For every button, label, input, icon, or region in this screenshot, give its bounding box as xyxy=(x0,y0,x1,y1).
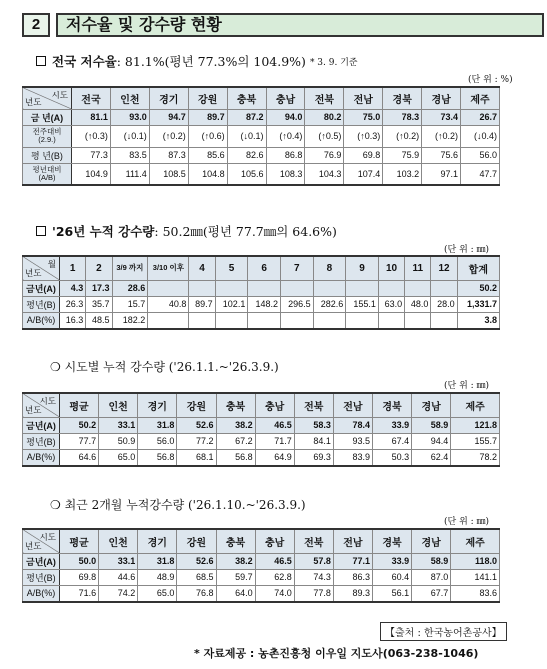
table-cell: 78.4 xyxy=(333,417,372,433)
column-header: 경북 xyxy=(373,529,412,553)
table-cell: 50.0 xyxy=(60,553,99,569)
recent-table xyxy=(22,528,500,603)
storage-label: 전국 저수율 xyxy=(52,54,117,69)
corner-top-label: 시도 xyxy=(39,532,56,542)
corner-header xyxy=(23,87,72,109)
row-label-line2: (A/B) xyxy=(38,172,56,182)
row-label-text: 평 년(B) xyxy=(31,150,63,161)
table-cell: 87.3 xyxy=(149,147,188,163)
table-cell: (↑0.3) xyxy=(344,125,383,147)
corner-bottom-label: 년도 xyxy=(25,267,42,278)
table-cell: 15.7 xyxy=(112,296,148,312)
row-label xyxy=(23,280,60,296)
table-cell: 26.7 xyxy=(461,109,500,125)
table-cell: 93.5 xyxy=(333,433,372,449)
table-cell xyxy=(148,280,189,296)
corner-bottom-label: 년도 xyxy=(25,404,42,415)
table-cell xyxy=(148,312,189,329)
table-cell: 93.0 xyxy=(110,109,149,125)
provider-note: * 자료제공 : 농촌진흥청 이우일 지도사(063-238-1046) xyxy=(194,647,479,660)
table-cell: 60.4 xyxy=(373,569,412,585)
table-cell: 75.6 xyxy=(422,147,461,163)
table-cell: 33.9 xyxy=(373,417,412,433)
row-label-text: 금 년(A) xyxy=(30,112,64,123)
column-header: 제주 xyxy=(451,393,500,417)
checkbox-square-icon xyxy=(36,56,46,66)
table-cell: 111.4 xyxy=(110,163,149,185)
column-header: 8 xyxy=(313,256,346,280)
table-cell: 28.0 xyxy=(431,296,457,312)
table-cell: 75.9 xyxy=(383,147,422,163)
table-cell: 44.6 xyxy=(99,569,138,585)
table-cell: 33.1 xyxy=(99,553,138,569)
table-cell: 77.1 xyxy=(333,553,372,569)
table-cell: 89.3 xyxy=(333,585,372,602)
table-cell: 52.6 xyxy=(177,553,216,569)
table-cell: 28.6 xyxy=(112,280,148,296)
table-cell: 67.2 xyxy=(216,433,255,449)
table-cell: 50.2 xyxy=(457,280,499,296)
table-cell: 89.7 xyxy=(189,296,215,312)
table-cell: 118.0 xyxy=(451,553,500,569)
corner-top-label: 월 xyxy=(47,259,56,269)
table-cell xyxy=(431,312,457,329)
table-cell: (↑0.5) xyxy=(305,125,344,147)
table-cell: 86.8 xyxy=(266,147,305,163)
table-cell: 104.9 xyxy=(72,163,111,185)
row-label xyxy=(23,433,60,449)
column-header: 전남 xyxy=(344,87,383,109)
table-cell: 17.3 xyxy=(86,280,112,296)
column-header: 제주 xyxy=(461,87,500,109)
table-cell: 31.8 xyxy=(138,417,177,433)
row-label-text: A/B(%) xyxy=(26,588,56,598)
column-header: 전국 xyxy=(72,87,111,109)
rainfall-unit: (단 위 : ㎜) xyxy=(444,245,490,255)
table-row xyxy=(23,449,500,466)
row-label xyxy=(23,553,60,569)
column-header: 5 xyxy=(215,256,248,280)
checkbox-square-icon xyxy=(36,226,46,236)
table-cell: 4.3 xyxy=(60,280,86,296)
row-label-text: 금년(A) xyxy=(26,556,56,567)
table-cell: (↓0.4) xyxy=(461,125,500,147)
corner-header xyxy=(23,393,60,417)
row-label-text: A/B(%) xyxy=(26,452,56,462)
table-cell xyxy=(215,312,248,329)
table-cell: 31.8 xyxy=(138,553,177,569)
table-cell: 78.2 xyxy=(451,449,500,466)
table-row xyxy=(23,163,500,185)
table-cell: 50.2 xyxy=(60,417,99,433)
table-cell: 52.6 xyxy=(177,417,216,433)
column-header: 강원 xyxy=(177,529,216,553)
table-cell: 86.3 xyxy=(333,569,372,585)
table-cell: 69.8 xyxy=(344,147,383,163)
table-cell: 63.0 xyxy=(378,296,404,312)
corner-bottom-label: 년도 xyxy=(25,96,42,107)
column-header: 9 xyxy=(346,256,379,280)
column-header: 전남 xyxy=(333,529,372,553)
table-cell xyxy=(405,280,431,296)
table-cell: 56.0 xyxy=(138,433,177,449)
table-cell: 121.8 xyxy=(451,417,500,433)
row-label-line1: 전주대비 xyxy=(32,127,62,136)
table-cell: 78.3 xyxy=(383,109,422,125)
table-cell: 38.2 xyxy=(216,553,255,569)
row-label-text: 평년(B) xyxy=(26,299,56,310)
table-cell: 46.5 xyxy=(255,553,294,569)
table-cell: 69.3 xyxy=(294,449,333,466)
table-row xyxy=(23,585,500,602)
table-cell: 71.6 xyxy=(60,585,99,602)
corner-top-label: 시도 xyxy=(51,90,68,100)
table-cell: 77.8 xyxy=(294,585,333,602)
table-cell: 56.0 xyxy=(461,147,500,163)
corner-header xyxy=(23,256,60,280)
table-cell: 62.8 xyxy=(255,569,294,585)
table-cell: 64.9 xyxy=(255,449,294,466)
table-cell: 87.2 xyxy=(227,109,266,125)
table-cell xyxy=(189,280,215,296)
table-cell xyxy=(280,312,313,329)
table-row xyxy=(23,312,500,329)
rainfall-heading xyxy=(36,222,337,240)
column-header: 3/9 까지 xyxy=(112,256,148,280)
column-header: 충남 xyxy=(255,393,294,417)
row-label xyxy=(23,147,72,163)
table-cell: 75.0 xyxy=(344,109,383,125)
table-cell: 82.6 xyxy=(227,147,266,163)
table-cell xyxy=(378,312,404,329)
column-header: 3/10 이후 xyxy=(148,256,189,280)
table-cell: 81.1 xyxy=(72,109,111,125)
recent-unit: (단 위 : ㎜) xyxy=(444,517,490,527)
table-cell: 155.1 xyxy=(346,296,379,312)
table-cell: 71.7 xyxy=(255,433,294,449)
table-cell: 282.6 xyxy=(313,296,346,312)
table-cell: 87.0 xyxy=(412,569,451,585)
table-cell: 3.8 xyxy=(457,312,499,329)
table-cell: 48.5 xyxy=(86,312,112,329)
table-cell: 56.8 xyxy=(138,449,177,466)
row-label xyxy=(23,585,60,602)
table-cell: 94.0 xyxy=(266,109,305,125)
row-label xyxy=(23,417,60,433)
column-header: 10 xyxy=(378,256,404,280)
column-header: 경기 xyxy=(149,87,188,109)
row-label xyxy=(23,449,60,466)
rainfall-summary: : 50.2㎜(평년 77.7㎜의 64.6%) xyxy=(154,224,337,239)
column-header: 충북 xyxy=(216,393,255,417)
table-cell: (↑0.4) xyxy=(266,125,305,147)
table-cell: (↑0.2) xyxy=(383,125,422,147)
table-cell: (↓0.1) xyxy=(110,125,149,147)
column-header: 전북 xyxy=(294,529,333,553)
row-label-text: 평년(B) xyxy=(26,436,56,447)
table-cell: 50.3 xyxy=(373,449,412,466)
table-cell: 83.9 xyxy=(333,449,372,466)
row-label xyxy=(23,109,72,125)
table-cell: (↑0.2) xyxy=(422,125,461,147)
column-header: 11 xyxy=(405,256,431,280)
table-cell: (↓0.1) xyxy=(227,125,266,147)
table-cell: 182.2 xyxy=(112,312,148,329)
table-cell xyxy=(189,312,215,329)
table-cell: 97.1 xyxy=(422,163,461,185)
table-cell: 68.1 xyxy=(177,449,216,466)
table-cell: 57.8 xyxy=(294,553,333,569)
section-title: 저수율 및 강수량 현황 xyxy=(56,13,544,37)
storage-table xyxy=(22,86,500,186)
table-cell: 105.6 xyxy=(227,163,266,185)
row-label xyxy=(23,163,72,185)
table-cell: 108.5 xyxy=(149,163,188,185)
column-header: 합계 xyxy=(457,256,499,280)
table-cell: 67.7 xyxy=(412,585,451,602)
corner-header xyxy=(23,529,60,553)
column-header: 평균 xyxy=(60,529,99,553)
table-cell: 80.2 xyxy=(305,109,344,125)
table-cell: 94.4 xyxy=(412,433,451,449)
table-cell: 77.7 xyxy=(60,433,99,449)
row-label xyxy=(23,569,60,585)
column-header: 인천 xyxy=(99,393,138,417)
table-cell: 76.9 xyxy=(305,147,344,163)
table-row xyxy=(23,125,500,147)
table-cell xyxy=(280,280,313,296)
section-header xyxy=(22,12,544,38)
recent-heading: ❍ 최근 2개월 누적강수량 ('26.1.10.~'26.3.9.) xyxy=(50,498,306,512)
row-label-line1: 평년대비 xyxy=(32,164,62,174)
table-cell: 103.2 xyxy=(383,163,422,185)
column-header: 인천 xyxy=(110,87,149,109)
table-row xyxy=(23,433,500,449)
table-cell: 104.8 xyxy=(188,163,227,185)
table-cell: 56.8 xyxy=(216,449,255,466)
table-cell: 26.3 xyxy=(60,296,86,312)
table-cell: 38.2 xyxy=(216,417,255,433)
table-cell: 69.8 xyxy=(60,569,99,585)
column-header: 전북 xyxy=(294,393,333,417)
column-header: 2 xyxy=(86,256,112,280)
table-cell: 48.9 xyxy=(138,569,177,585)
corner-bottom-label: 년도 xyxy=(25,540,42,551)
table-cell: 33.1 xyxy=(99,417,138,433)
table-cell: 58.9 xyxy=(412,553,451,569)
table-cell: 50.9 xyxy=(99,433,138,449)
row-label-text: 평년(B) xyxy=(26,572,56,583)
table-cell: 16.3 xyxy=(60,312,86,329)
table-cell: 59.7 xyxy=(216,569,255,585)
table-cell xyxy=(346,312,379,329)
rainfall-table xyxy=(22,255,500,330)
table-cell: 89.7 xyxy=(188,109,227,125)
column-header: 인천 xyxy=(99,529,138,553)
table-cell: (↑0.2) xyxy=(149,125,188,147)
column-header: 경북 xyxy=(383,87,422,109)
table-cell xyxy=(431,280,457,296)
column-header: 12 xyxy=(431,256,457,280)
table-cell: 64.0 xyxy=(216,585,255,602)
table-cell: 74.3 xyxy=(294,569,333,585)
table-cell: 108.3 xyxy=(266,163,305,185)
column-header: 경기 xyxy=(138,393,177,417)
row-label-line2: (2.9.) xyxy=(38,135,56,144)
table-cell: 77.2 xyxy=(177,433,216,449)
storage-note: * 3. 9. 기준 xyxy=(309,57,358,68)
table-cell: 33.9 xyxy=(373,553,412,569)
table-cell: 155.7 xyxy=(451,433,500,449)
column-header: 경북 xyxy=(373,393,412,417)
regional-table xyxy=(22,392,500,467)
table-cell xyxy=(248,280,281,296)
table-cell: (↑0.6) xyxy=(188,125,227,147)
table-cell xyxy=(346,280,379,296)
column-header: 강원 xyxy=(177,393,216,417)
table-cell: 47.7 xyxy=(461,163,500,185)
column-header: 7 xyxy=(280,256,313,280)
table-row xyxy=(23,280,500,296)
storage-unit: (단 위 : %) xyxy=(468,75,513,85)
storage-heading xyxy=(36,52,358,70)
table-cell: 73.4 xyxy=(422,109,461,125)
table-row xyxy=(23,147,500,163)
table-cell xyxy=(215,280,248,296)
column-header: 충북 xyxy=(227,87,266,109)
table-cell: 67.4 xyxy=(373,433,412,449)
table-cell: 1,331.7 xyxy=(457,296,499,312)
table-cell: 62.4 xyxy=(412,449,451,466)
table-cell: 48.0 xyxy=(405,296,431,312)
table-cell: 84.1 xyxy=(294,433,333,449)
row-label-text: 금년(A) xyxy=(26,283,56,294)
table-cell: 94.7 xyxy=(149,109,188,125)
column-header: 경남 xyxy=(412,393,451,417)
table-cell: 74.0 xyxy=(255,585,294,602)
regional-unit: (단 위 : ㎜) xyxy=(444,381,490,391)
table-cell: 65.0 xyxy=(99,449,138,466)
row-label xyxy=(23,125,72,147)
table-cell: 58.3 xyxy=(294,417,333,433)
table-cell: 83.5 xyxy=(110,147,149,163)
table-row xyxy=(23,417,500,433)
column-header: 1 xyxy=(60,256,86,280)
column-header: 충남 xyxy=(266,87,305,109)
column-header: 강원 xyxy=(188,87,227,109)
table-cell: 46.5 xyxy=(255,417,294,433)
column-header: 제주 xyxy=(451,529,500,553)
table-cell: 76.8 xyxy=(177,585,216,602)
table-cell: 58.9 xyxy=(412,417,451,433)
row-label-text: 금년(A) xyxy=(26,420,56,431)
table-cell: 74.2 xyxy=(99,585,138,602)
column-header: 평균 xyxy=(60,393,99,417)
row-label-text: A/B(%) xyxy=(26,315,56,325)
table-cell: 102.1 xyxy=(215,296,248,312)
section-number: 2 xyxy=(22,13,50,37)
column-header: 경남 xyxy=(412,529,451,553)
storage-summary: : 81.1%(평년 77.3%의 104.9%) xyxy=(116,54,306,69)
table-cell: 141.1 xyxy=(451,569,500,585)
rainfall-label: '26년 누적 강수량 xyxy=(52,224,155,239)
row-label xyxy=(23,312,60,329)
table-cell xyxy=(378,280,404,296)
table-cell: (↑0.3) xyxy=(72,125,111,147)
column-header: 전북 xyxy=(305,87,344,109)
table-cell: 85.6 xyxy=(188,147,227,163)
table-cell: 104.3 xyxy=(305,163,344,185)
table-cell: 107.4 xyxy=(344,163,383,185)
table-cell: 65.0 xyxy=(138,585,177,602)
regional-heading: ❍ 시도별 누적 강수량 ('26.1.1.~'26.3.9.) xyxy=(50,360,279,374)
row-label xyxy=(23,296,60,312)
table-cell: 148.2 xyxy=(248,296,281,312)
column-header: 4 xyxy=(189,256,215,280)
table-row xyxy=(23,569,500,585)
column-header: 충북 xyxy=(216,529,255,553)
table-cell: 77.3 xyxy=(72,147,111,163)
table-cell: 35.7 xyxy=(86,296,112,312)
column-header: 충남 xyxy=(255,529,294,553)
table-cell xyxy=(405,312,431,329)
table-cell xyxy=(313,280,346,296)
table-cell: 68.5 xyxy=(177,569,216,585)
table-cell: 56.1 xyxy=(373,585,412,602)
corner-top-label: 시도 xyxy=(39,396,56,406)
source-note: 【출처 : 한국농어촌공사】 xyxy=(380,622,507,641)
table-cell xyxy=(248,312,281,329)
column-header: 전남 xyxy=(333,393,372,417)
column-header: 6 xyxy=(248,256,281,280)
table-cell: 296.5 xyxy=(280,296,313,312)
table-cell xyxy=(313,312,346,329)
table-row xyxy=(23,296,500,312)
column-header: 경기 xyxy=(138,529,177,553)
table-cell: 64.6 xyxy=(60,449,99,466)
column-header: 경남 xyxy=(422,87,461,109)
table-cell: 83.6 xyxy=(451,585,500,602)
table-row xyxy=(23,109,500,125)
table-row xyxy=(23,553,500,569)
table-cell: 40.8 xyxy=(148,296,189,312)
